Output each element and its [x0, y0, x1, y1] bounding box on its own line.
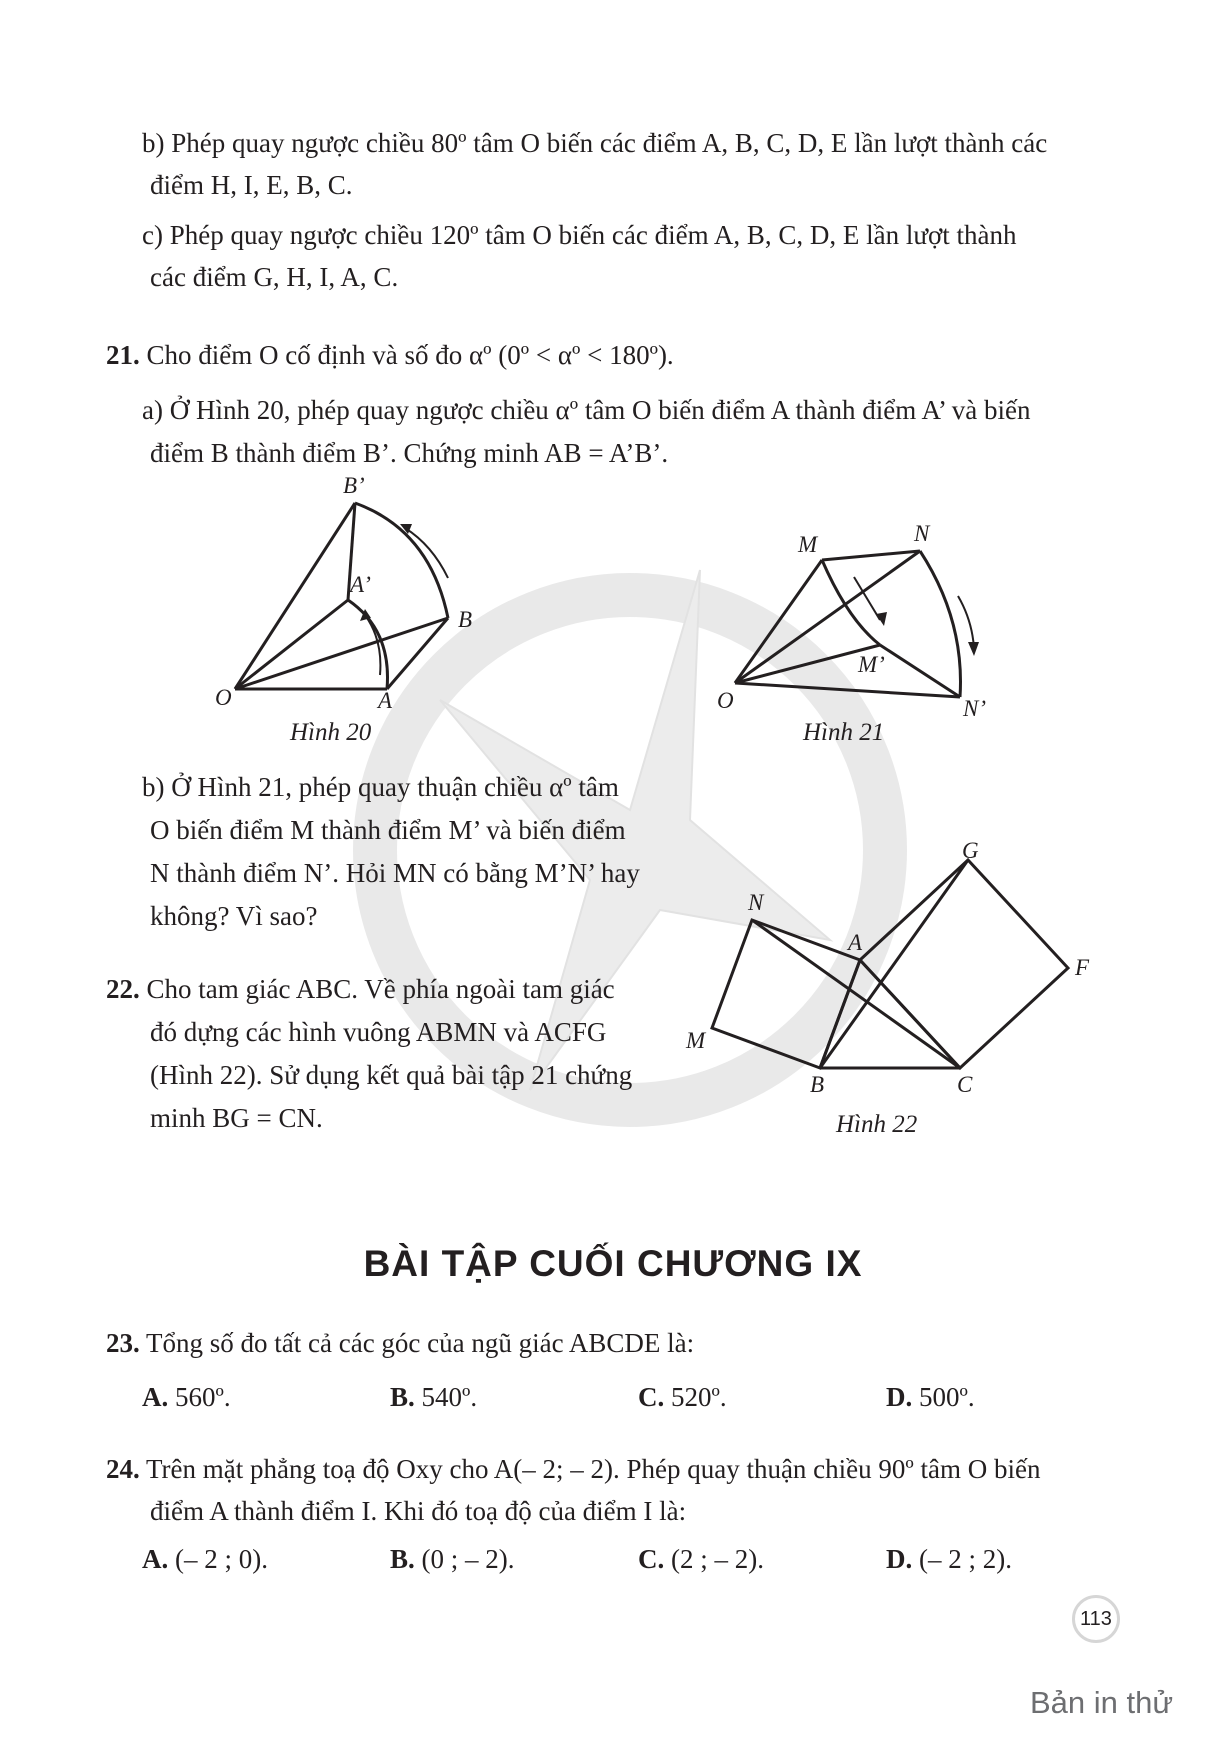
fig21-label-O: O	[717, 688, 734, 713]
option-text: (0 ; – 2).	[421, 1544, 515, 1574]
fig20-label-A1: A’	[350, 572, 371, 597]
fig20-label-B: B	[458, 607, 473, 632]
ex23-number: 23.	[106, 1328, 140, 1358]
option-key: A.	[142, 1382, 169, 1412]
option-text: (2 ; – 2).	[671, 1544, 764, 1574]
fig21-caption: Hình 21	[803, 719, 885, 746]
ex24-line1	[106, 1452, 1041, 1486]
fig22-label-A: A	[848, 930, 863, 955]
fig21-label-N1: N’	[963, 696, 986, 721]
fig20-label-A: A	[378, 688, 393, 713]
fig21-label-N: N	[914, 521, 930, 546]
ex22-line3: (Hình 22). Sử dụng kết quả bài tập 21 chứng	[150, 1060, 633, 1090]
ex21-b-line2: O biến điểm M thành điểm M’ và biến điểm	[150, 815, 626, 845]
ex22-line1	[106, 972, 615, 1006]
option-key: A.	[142, 1544, 169, 1574]
figure-20	[200, 470, 500, 750]
ex21-stem-text: Cho điểm O cố định và số đo αº (0º < αº < 180º).	[146, 340, 674, 370]
option-key: C.	[638, 1382, 665, 1412]
ex23-option-d	[886, 1380, 975, 1414]
ex22-line1-text: Cho tam giác ABC. Về phía ngoài tam giác	[146, 974, 615, 1004]
ex24-option-b	[390, 1542, 515, 1576]
ex23-stem	[106, 1326, 694, 1360]
ex23-option-a	[142, 1380, 231, 1414]
option-text: 500º.	[919, 1382, 975, 1412]
fig22-label-N: N	[748, 890, 764, 915]
ex21-stem	[106, 338, 674, 372]
figure-22	[680, 830, 1100, 1150]
ex23-option-b	[390, 1380, 477, 1414]
option-text: 540º.	[421, 1382, 478, 1412]
chapter-title: BÀI TẬP CUỐI CHƯƠNG IX	[363, 1243, 863, 1284]
ex20-c-line1: c) Phép quay ngược chiều 120º tâm O biến các điểm A, B, C, D, E lần lượt thành	[142, 220, 1017, 250]
ex21-b-line1: b) Ở Hình 21, phép quay thuận chiều αº tâm	[142, 772, 619, 802]
ex22-line2: đó dựng các hình vuông ABMN và ACFG	[150, 1017, 607, 1047]
fig22-caption: Hình 22	[836, 1111, 918, 1138]
option-text: (– 2 ; 0).	[175, 1544, 268, 1574]
fig21-label-M1: M’	[858, 652, 885, 677]
ex22-line4: minh BG = CN.	[150, 1103, 323, 1133]
ex24-line2: điểm A thành điểm I. Khi đó toạ độ của điểm I là:	[150, 1496, 687, 1526]
ex24-option-c	[638, 1542, 764, 1576]
ex20-b-line1: b) Phép quay ngược chiều 80º tâm O biến các điểm A, B, C, D, E lần lượt thành các	[142, 128, 1048, 158]
option-key: B.	[390, 1544, 415, 1574]
option-key: D.	[886, 1382, 913, 1412]
fig22-label-B: B	[810, 1072, 825, 1097]
fig22-label-G: G	[962, 838, 979, 863]
figure-21	[710, 515, 1010, 760]
ex23-option-c	[638, 1380, 727, 1414]
fig20-label-O: O	[215, 685, 232, 710]
fig22-label-C: C	[957, 1072, 973, 1097]
option-text: 560º.	[175, 1382, 231, 1412]
ex20-b-line2: điểm H, I, E, B, C.	[150, 170, 353, 200]
ex23-stem-text: Tổng số đo tất cả các góc của ngũ giác ABCDE là:	[146, 1328, 695, 1358]
ex21-b-line3: N thành điểm N’. Hỏi MN có bằng M’N’ hay	[150, 858, 640, 888]
option-text: 520º.	[671, 1382, 727, 1412]
ex21-b-line4: không? Vì sao?	[150, 901, 318, 931]
fig22-label-F: F	[1075, 955, 1090, 980]
option-key: C.	[638, 1544, 665, 1574]
ex22-number: 22.	[106, 974, 140, 1004]
ex24-option-a	[142, 1542, 268, 1576]
ex21-number: 21.	[106, 340, 140, 370]
page-number: 113	[1072, 1595, 1120, 1643]
fig21-label-M: M	[798, 532, 818, 557]
fig20-caption: Hình 20	[290, 719, 372, 746]
option-text: (– 2 ; 2).	[919, 1544, 1012, 1574]
ex20-c-line2: các điểm G, H, I, A, C.	[150, 262, 399, 292]
ex24-line1-text: Trên mặt phẳng toạ độ Oxy cho A(– 2; – 2). Phép quay thuận chiều 90º tâm O biến	[146, 1454, 1041, 1484]
fig22-label-M: M	[686, 1028, 706, 1053]
ex24-option-d	[886, 1542, 1012, 1576]
fig20-label-B1: B’	[343, 473, 365, 498]
ex21-a-line1: a) Ở Hình 20, phép quay ngược chiều αº tâm O biến điểm A thành điểm A’ và biến	[142, 395, 1031, 425]
ex21-a-line2: điểm B thành điểm B’. Chứng minh AB = A’B’.	[150, 438, 669, 468]
option-key: D.	[886, 1544, 913, 1574]
option-key: B.	[390, 1382, 415, 1412]
footer-stamp: Bản in thử	[1030, 1685, 1174, 1720]
ex24-number: 24.	[106, 1454, 140, 1484]
